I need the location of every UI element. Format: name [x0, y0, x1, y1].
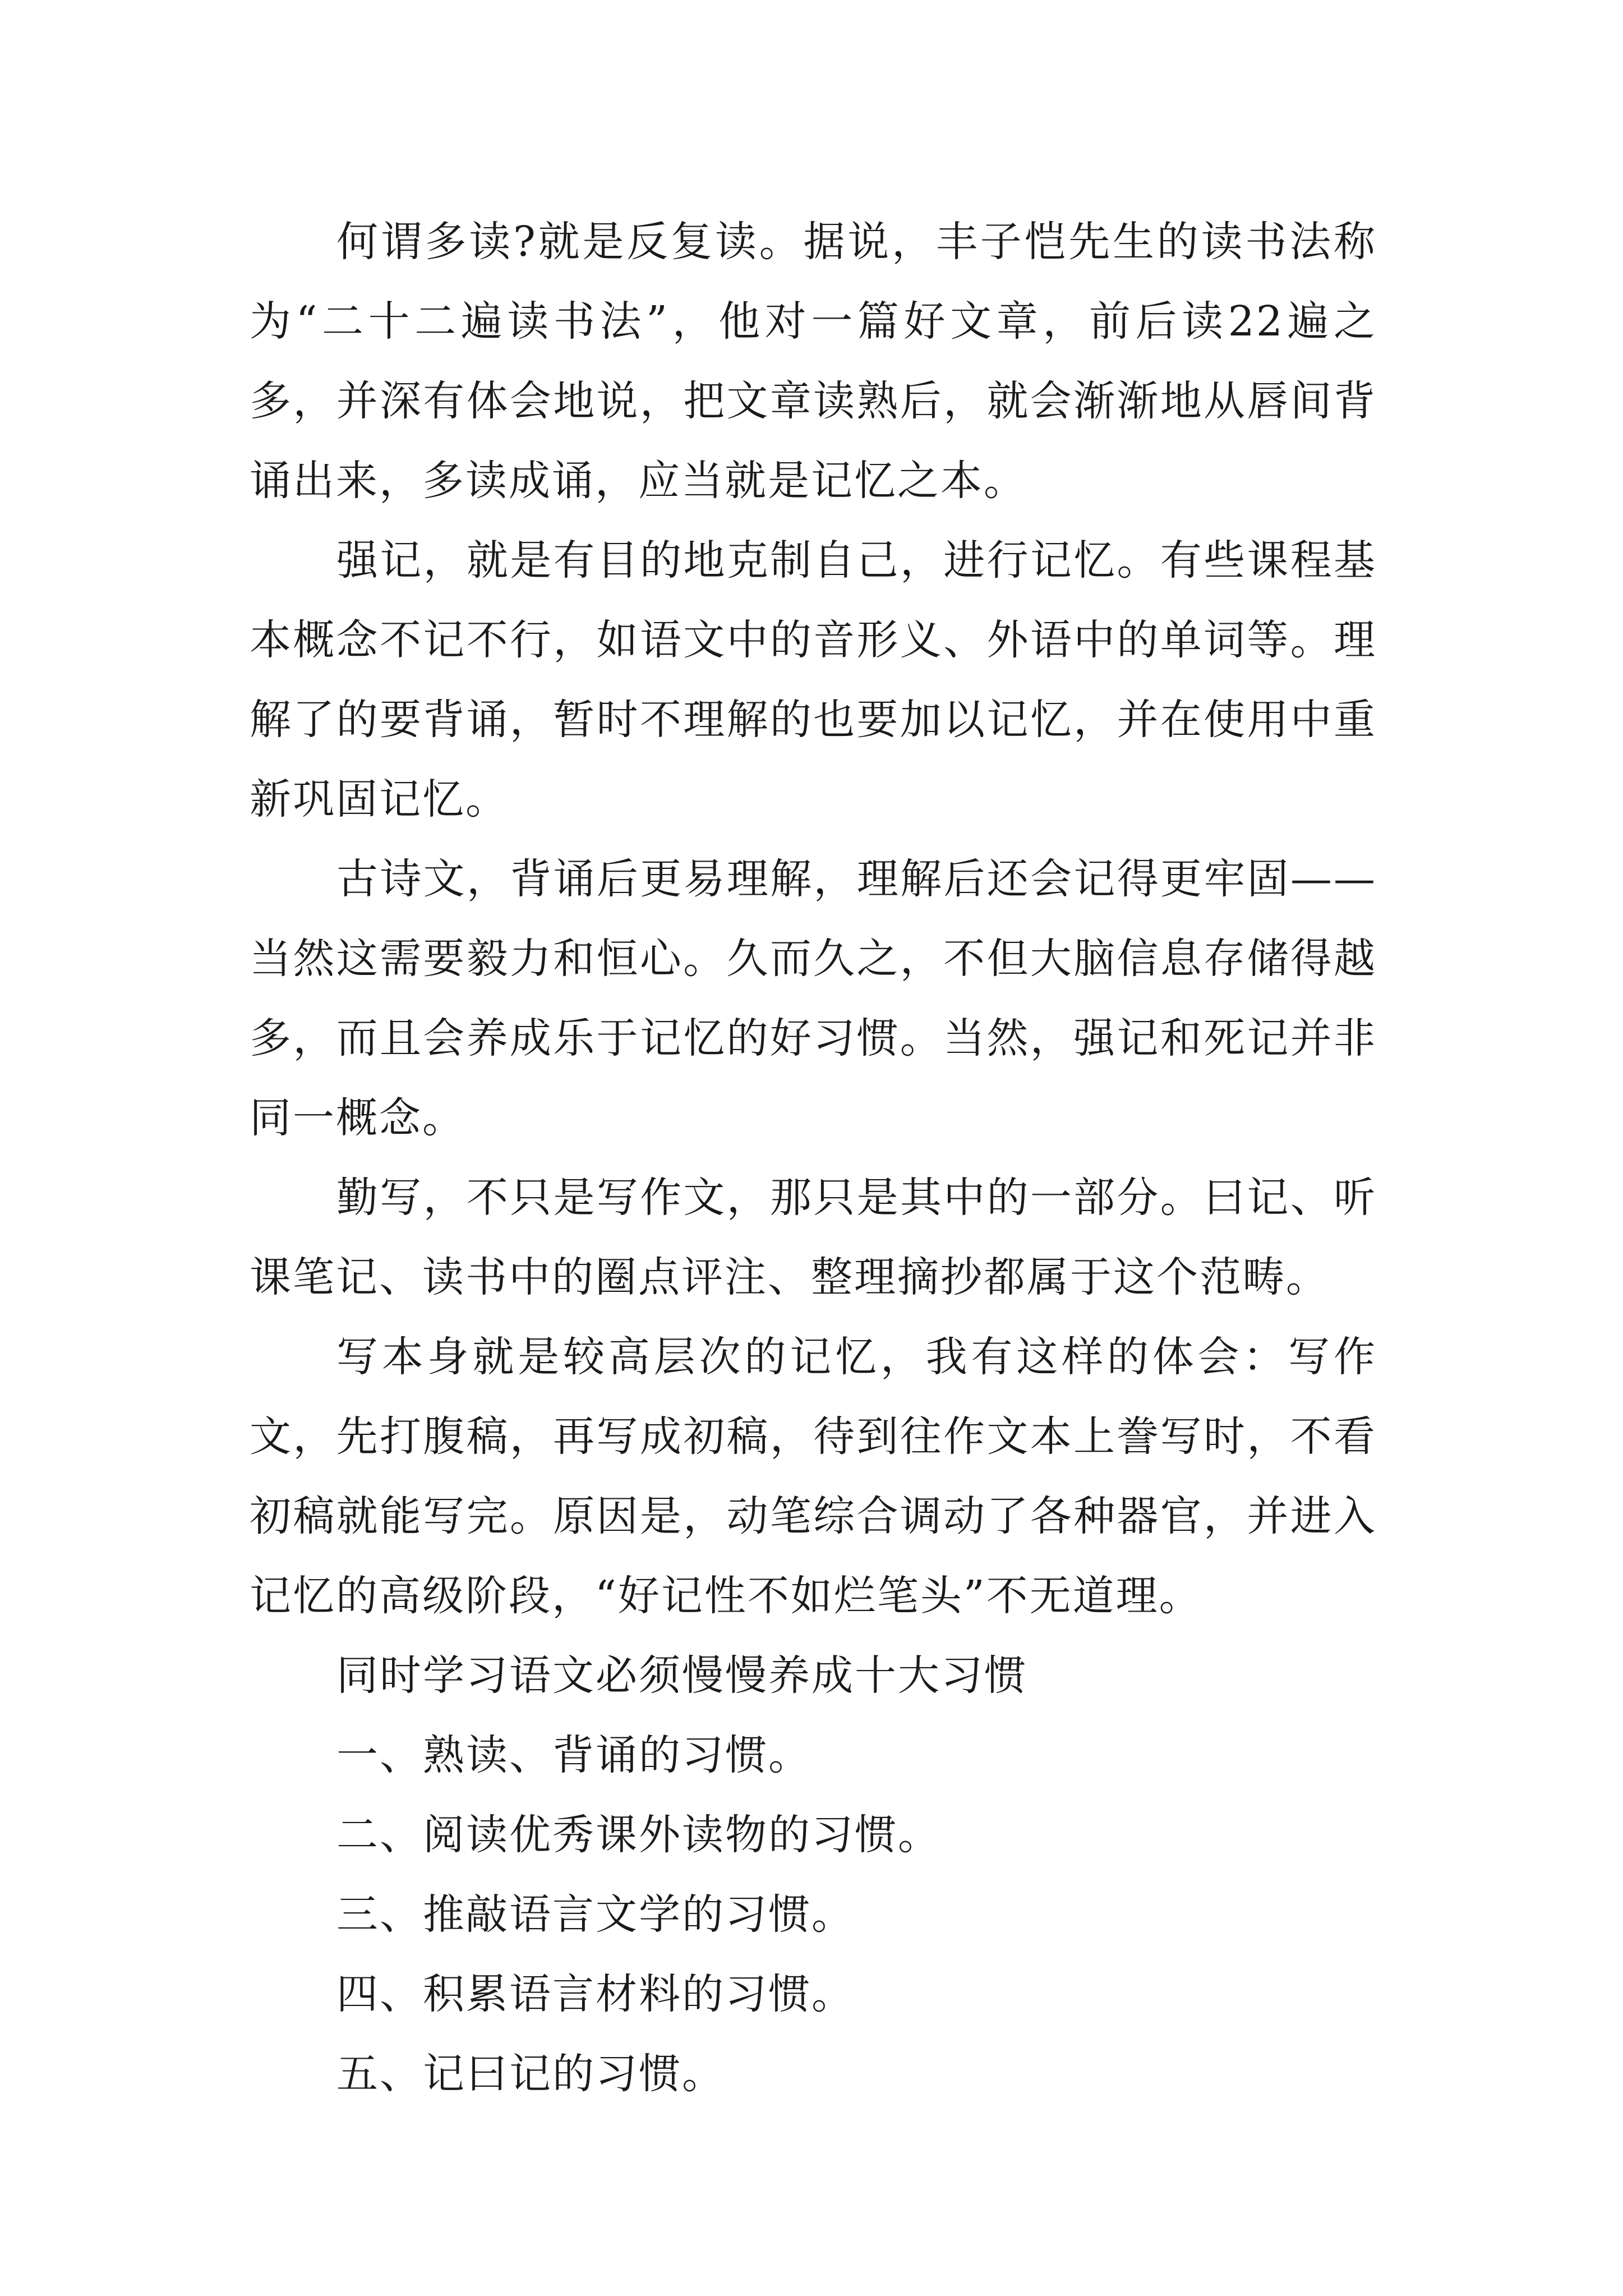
paragraph-memorizing: 强记，就是有目的地克制自己，进行记忆。有些课程基本概念不记不行，如语文中的音形义、外语中的单词等。理解了的要背诵，暂时不理解的也要加以记忆，并在使用中重新巩固记忆。 [250, 536, 1377, 823]
paragraph-reading: 何谓多读?就是反复读。据说，丰子恺先生的读书法称为“二十二遍读书法”，他对一篇好文章，前后读22遍之多，并深有体会地说，把文章读熟后，就会渐渐地从唇间背诵出来，多读成诵，应当就是记忆之本。 [250, 218, 1377, 505]
paragraph-writing-memory: 写本身就是较高层次的记忆，我有这样的体会：写作文，先打腹稿，再写成初稿，待到往作文本上誊写时，不看初稿就能写完。原因是，动笔综合调动了各种器官，并进入记忆的高级阶段，“好记性不如烂笔头”不无道理。 [250, 1333, 1377, 1620]
paragraph-writing: 勤写，不只是写作文，那只是其中的一部分。曰记、听课笔记、读书中的圈点评注、整理摘抄都属于这个范畴。 [250, 1174, 1377, 1301]
habit-item: 三、推敲语言文学的习惯。 [336, 1890, 855, 1939]
habit-item: 一、熟读、背诵的习惯。 [336, 1731, 811, 1779]
habits-heading: 同时学习语文必须慢慢养成十大习惯 [336, 1651, 1027, 1700]
habit-item: 二、阅读优秀课外读物的习惯。 [336, 1811, 941, 1859]
paragraph-classical-poetry: 古诗文，背诵后更易理解，理解后还会记得更牢固——当然这需要毅力和恒心。久而久之，不但大脑信息存储得越多，而且会养成乐于记忆的好习惯。当然，强记和死记并非同一概念。 [250, 855, 1377, 1142]
habit-item: 五、记曰记的习惯。 [336, 2050, 725, 2098]
habit-item: 四、积累语言材料的习惯。 [336, 1970, 855, 2018]
document-body [250, 202, 1377, 2114]
